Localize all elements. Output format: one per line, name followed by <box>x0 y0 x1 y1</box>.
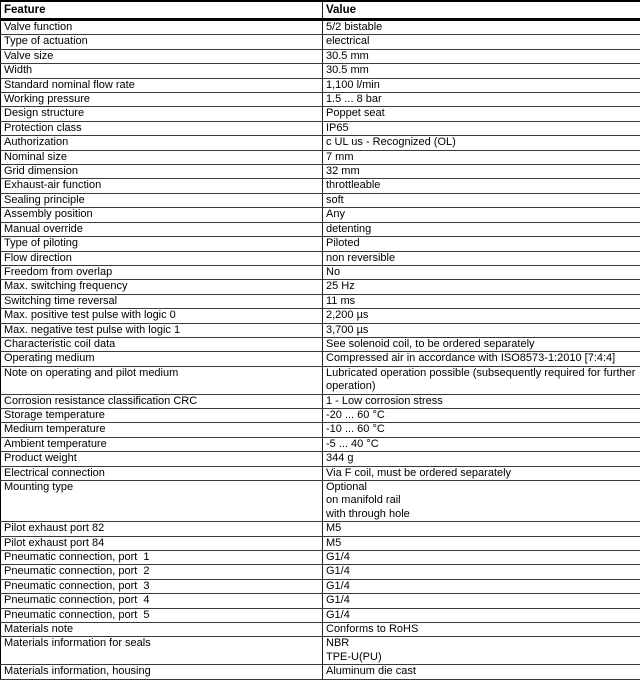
table-row <box>1 20 640 35</box>
table-row <box>1 608 640 622</box>
value-line: G1/4 <box>326 594 637 607</box>
table-row <box>1 251 640 265</box>
table-row <box>1 452 640 466</box>
value-line: -10 ... 60 °C <box>326 423 637 436</box>
feature-cell: Operating medium <box>1 352 323 366</box>
feature-cell: Pneumatic connection, port 1 <box>1 551 323 565</box>
value-line: c UL us - Recognized (OL) <box>326 136 637 149</box>
feature-cell: Working pressure <box>1 93 323 107</box>
table-body <box>1 20 640 680</box>
column-header-feature: Feature <box>1 1 323 20</box>
value-cell <box>323 150 640 164</box>
feature-cell: Pneumatic connection, port 3 <box>1 579 323 593</box>
feature-cell: Exhaust-air function <box>1 179 323 193</box>
value-line: 1.5 ... 8 bar <box>326 93 637 106</box>
feature-cell: Note on operating and pilot medium <box>1 366 323 394</box>
value-cell <box>323 309 640 323</box>
feature-cell: Materials information for seals <box>1 637 323 665</box>
feature-cell: Authorization <box>1 136 323 150</box>
value-line: M5 <box>326 522 637 535</box>
feature-cell: Sealing principle <box>1 193 323 207</box>
value-line: Via F coil, must be ordered separately <box>326 467 637 480</box>
table-row <box>1 208 640 222</box>
value-cell <box>323 352 640 366</box>
value-cell <box>323 579 640 593</box>
value-cell <box>323 551 640 565</box>
value-cell <box>323 366 640 394</box>
table-row <box>1 165 640 179</box>
value-cell <box>323 594 640 608</box>
value-line: 32 mm <box>326 165 637 178</box>
table-row <box>1 337 640 351</box>
table-row <box>1 579 640 593</box>
value-line: Compressed air in accordance with ISO8573-1:2010 [7:4:4] <box>326 352 637 365</box>
value-line: Conforms to RoHS <box>326 623 637 636</box>
table-row <box>1 594 640 608</box>
value-cell <box>323 466 640 480</box>
value-cell <box>323 49 640 63</box>
table-row <box>1 323 640 337</box>
table-row <box>1 352 640 366</box>
value-line: See solenoid coil, to be ordered separately <box>326 338 637 351</box>
feature-cell: Pneumatic connection, port 5 <box>1 608 323 622</box>
value-line: with through hole <box>326 508 637 521</box>
value-cell <box>323 121 640 135</box>
table-row <box>1 309 640 323</box>
value-cell <box>323 93 640 107</box>
column-header-value: Value <box>323 1 640 20</box>
value-line: detenting <box>326 223 637 236</box>
value-line: Optional <box>326 481 637 494</box>
value-cell <box>323 452 640 466</box>
value-line: 7 mm <box>326 151 637 164</box>
table-row <box>1 623 640 637</box>
table-row <box>1 64 640 78</box>
value-cell <box>323 222 640 236</box>
feature-cell: Nominal size <box>1 150 323 164</box>
value-cell <box>323 237 640 251</box>
value-line: No <box>326 266 637 279</box>
value-cell <box>323 35 640 49</box>
table-row <box>1 35 640 49</box>
table-row <box>1 665 640 679</box>
feature-cell: Max. negative test pulse with logic 1 <box>1 323 323 337</box>
value-line: soft <box>326 194 637 207</box>
table-row <box>1 280 640 294</box>
value-cell <box>323 64 640 78</box>
feature-cell: Protection class <box>1 121 323 135</box>
value-line: -5 ... 40 °C <box>326 438 637 451</box>
table-row <box>1 408 640 422</box>
value-line: 1,100 l/min <box>326 79 637 92</box>
value-line: 3,700 µs <box>326 324 637 337</box>
value-line: 344 g <box>326 452 637 465</box>
table-row <box>1 366 640 394</box>
value-cell <box>323 294 640 308</box>
value-cell <box>323 165 640 179</box>
value-line: G1/4 <box>326 609 637 622</box>
feature-cell: Mounting type <box>1 481 323 522</box>
value-cell <box>323 608 640 622</box>
value-line: 11 ms <box>326 295 637 308</box>
table-row <box>1 49 640 63</box>
table-row <box>1 237 640 251</box>
feature-cell: Max. positive test pulse with logic 0 <box>1 309 323 323</box>
table-row <box>1 93 640 107</box>
feature-cell: Grid dimension <box>1 165 323 179</box>
table-row <box>1 294 640 308</box>
feature-cell: Flow direction <box>1 251 323 265</box>
feature-cell: Width <box>1 64 323 78</box>
value-line: 1 - Low corrosion stress <box>326 395 637 408</box>
feature-cell: Manual override <box>1 222 323 236</box>
table-row <box>1 522 640 536</box>
table-row <box>1 565 640 579</box>
value-cell <box>323 665 640 679</box>
table-row <box>1 222 640 236</box>
feature-cell: Ambient temperature <box>1 437 323 451</box>
value-line: 5/2 bistable <box>326 21 637 34</box>
value-cell <box>323 251 640 265</box>
value-cell <box>323 208 640 222</box>
value-line: non reversible <box>326 252 637 265</box>
value-line: TPE-U(PU) <box>326 651 637 664</box>
value-line: IP65 <box>326 122 637 135</box>
table-row <box>1 637 640 665</box>
value-line: on manifold rail <box>326 494 637 507</box>
feature-cell: Pneumatic connection, port 4 <box>1 594 323 608</box>
value-cell <box>323 408 640 422</box>
feature-cell: Characteristic coil data <box>1 337 323 351</box>
value-cell <box>323 637 640 665</box>
table-row <box>1 265 640 279</box>
value-cell <box>323 423 640 437</box>
feature-cell: Assembly position <box>1 208 323 222</box>
feature-cell: Pneumatic connection, port 2 <box>1 565 323 579</box>
feature-cell: Max. switching frequency <box>1 280 323 294</box>
value-cell <box>323 536 640 550</box>
feature-cell: Product weight <box>1 452 323 466</box>
value-cell <box>323 323 640 337</box>
feature-cell: Design structure <box>1 107 323 121</box>
feature-cell: Valve size <box>1 49 323 63</box>
value-line: electrical <box>326 35 637 48</box>
feature-cell: Standard nominal flow rate <box>1 78 323 92</box>
value-cell <box>323 78 640 92</box>
feature-cell: Storage temperature <box>1 408 323 422</box>
value-line: 30.5 mm <box>326 64 637 77</box>
value-line: G1/4 <box>326 551 637 564</box>
value-cell <box>323 136 640 150</box>
table-row <box>1 193 640 207</box>
feature-cell: Medium temperature <box>1 423 323 437</box>
header-row <box>1 1 640 20</box>
value-cell <box>323 280 640 294</box>
feature-cell: Pilot exhaust port 82 <box>1 522 323 536</box>
feature-cell: Materials information, housing <box>1 665 323 679</box>
value-line: 25 Hz <box>326 280 637 293</box>
feature-cell: Freedom from overlap <box>1 265 323 279</box>
value-cell <box>323 481 640 522</box>
value-cell <box>323 265 640 279</box>
table-row <box>1 394 640 408</box>
value-line: throttleable <box>326 179 637 192</box>
table-row <box>1 78 640 92</box>
table-row <box>1 551 640 565</box>
value-line: -20 ... 60 °C <box>326 409 637 422</box>
value-line: G1/4 <box>326 565 637 578</box>
table-row <box>1 136 640 150</box>
feature-cell: Type of piloting <box>1 237 323 251</box>
feature-cell: Corrosion resistance classification CRC <box>1 394 323 408</box>
value-line: Any <box>326 208 637 221</box>
table-row <box>1 121 640 135</box>
value-cell <box>323 337 640 351</box>
value-cell <box>323 437 640 451</box>
feature-cell: Electrical connection <box>1 466 323 480</box>
value-line: NBR <box>326 637 637 650</box>
table-row <box>1 179 640 193</box>
value-line: Lubricated operation possible (subsequently required for further operation) <box>326 367 637 394</box>
value-line: M5 <box>326 537 637 550</box>
table-row <box>1 536 640 550</box>
value-cell <box>323 179 640 193</box>
table-row <box>1 466 640 480</box>
value-cell <box>323 522 640 536</box>
value-cell <box>323 107 640 121</box>
feature-cell: Type of actuation <box>1 35 323 49</box>
feature-cell: Switching time reversal <box>1 294 323 308</box>
value-cell <box>323 565 640 579</box>
value-line: G1/4 <box>326 580 637 593</box>
value-line: 30.5 mm <box>326 50 637 63</box>
feature-cell: Materials note <box>1 623 323 637</box>
feature-cell: Pilot exhaust port 84 <box>1 536 323 550</box>
value-line: 2,200 µs <box>326 309 637 322</box>
value-line: Piloted <box>326 237 637 250</box>
table-row <box>1 437 640 451</box>
table-row <box>1 150 640 164</box>
table-row <box>1 107 640 121</box>
table-row <box>1 423 640 437</box>
value-cell <box>323 394 640 408</box>
value-cell <box>323 193 640 207</box>
value-line: Poppet seat <box>326 107 637 120</box>
feature-cell: Valve function <box>1 20 323 35</box>
value-cell <box>323 623 640 637</box>
value-line: Aluminum die cast <box>326 665 637 678</box>
value-cell <box>323 20 640 35</box>
table-row <box>1 481 640 522</box>
